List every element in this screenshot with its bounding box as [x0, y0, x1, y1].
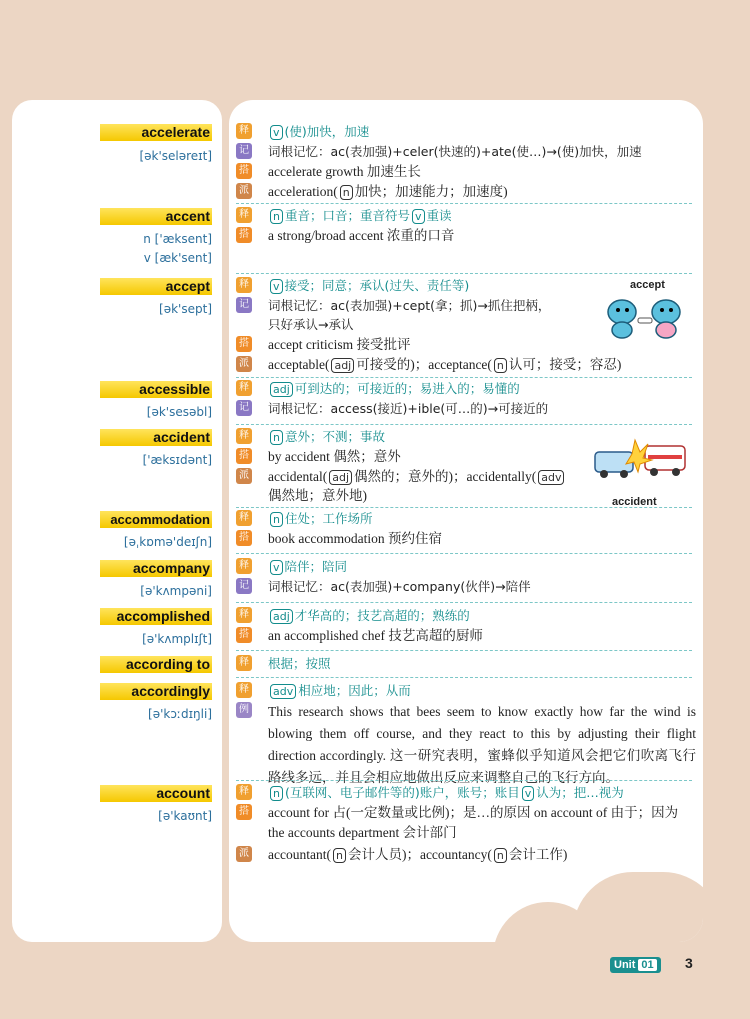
headword: accessible [100, 381, 212, 398]
divider [236, 553, 692, 554]
divider [236, 424, 692, 425]
tag-shi: 释 [236, 207, 252, 223]
illustration-label: accept [630, 279, 665, 291]
phonetic: [ək'sesəbl] [146, 405, 212, 419]
pos-badge: v [270, 560, 283, 575]
definition: (使)加快，加速 [284, 124, 370, 139]
tag-shi: 释 [236, 123, 252, 139]
page-number: 3 [685, 955, 693, 971]
tag-da: 搭 [236, 448, 252, 464]
pos-badge: n [270, 512, 283, 527]
derivative: accidental( [268, 469, 328, 484]
pos-badge: adj [329, 470, 352, 485]
memory-tip: 词根记忆：access(接近)+ible(可…的)→可接近的 [268, 401, 549, 416]
unit-number: 01 [638, 959, 656, 971]
collocation: accept criticism 接受批评 [268, 337, 411, 352]
phonetic: [əˌkɒmə'deɪʃn] [123, 535, 212, 549]
pos-badge: v [270, 125, 283, 140]
definition: 相应地；因此；从而 [298, 683, 411, 698]
tag-shi: 释 [236, 510, 252, 526]
tag-da: 搭 [236, 163, 252, 179]
divider [236, 273, 692, 274]
pos-badge: adj [331, 358, 354, 373]
tag-pai: 派 [236, 183, 252, 199]
tag-da: 搭 [236, 627, 252, 643]
definition: 重读 [426, 208, 452, 223]
headword: accelerate [100, 124, 212, 141]
tag-pai: 派 [236, 468, 252, 484]
pos-badge: n [333, 848, 346, 863]
headword: according to [100, 656, 212, 673]
tag-li: 例 [236, 702, 252, 718]
divider [236, 677, 692, 678]
definition: 可到达的；可接近的；易进入的；易懂的 [294, 381, 520, 396]
tag-ji: 记 [236, 578, 252, 594]
pos-badge: n [494, 358, 507, 373]
tag-ji: 记 [236, 297, 252, 313]
pos-badge: adj [270, 382, 293, 397]
pos-badge: v [270, 279, 283, 294]
tag-shi: 释 [236, 784, 252, 800]
collocation: account for 占(一定数量或比例)；是…的原因 on account of 由于；因为 the accounts department 会计部门 [268, 805, 679, 840]
divider [236, 650, 692, 651]
divider [236, 507, 692, 508]
definition: (互联网、电子邮件等的)账户，账号；账目 [284, 785, 520, 800]
memory-tip: 词根记忆：ac(表加强)+celer(快速的)+ate(使…)→(使)加快，加速 [268, 144, 642, 159]
derivative-meaning: 会计工作) [508, 847, 568, 862]
derivative-meaning: 可接受的)；acceptance( [356, 357, 492, 372]
divider [236, 377, 692, 378]
memory-tip: 词根记忆：ac(表加强)+company(伙伴)→陪伴 [268, 579, 531, 594]
dogs-handshake-illustration [600, 290, 690, 340]
headword: accident [100, 429, 212, 446]
illustration-label: accident [612, 496, 657, 508]
definition: 才华高的；技艺高超的；熟练的 [294, 608, 470, 623]
unit-badge [610, 957, 661, 973]
phonetic: ['æksɪdənt] [142, 453, 212, 467]
headword: accent [100, 208, 212, 225]
derivative: acceleration( [268, 184, 338, 199]
tag-ji: 记 [236, 143, 252, 159]
derivative: acceptable( [268, 357, 330, 372]
memory-tip: 词根记忆：ac(表加强)+cept(拿；抓)→抓住把柄， [268, 298, 551, 313]
collocation: a strong/broad accent 浓重的口音 [268, 228, 455, 243]
divider [236, 602, 692, 603]
tag-shi: 释 [236, 607, 252, 623]
definition: 陪伴；陪同 [284, 559, 348, 574]
tag-shi: 释 [236, 380, 252, 396]
pos-badge: n [340, 185, 353, 200]
definition: 认为；把…视为 [536, 785, 624, 800]
tag-da: 搭 [236, 530, 252, 546]
derivative-meaning: 会计人员)；accountancy( [347, 847, 492, 862]
tag-ji: 记 [236, 400, 252, 416]
definition: 根据；按照 [268, 656, 331, 671]
phonetic: [ə'kaʊnt] [158, 809, 212, 823]
phonetic: [ək'sept] [159, 302, 212, 316]
definition: 意外；不测；事故 [284, 429, 385, 444]
derivative-meaning: 认可；接受；容忍) [508, 357, 622, 372]
derivative-meaning: 加快；加速能力；加速度) [354, 184, 508, 199]
headword: accomplished [100, 608, 212, 625]
derivative: accountant( [268, 847, 331, 862]
headword: account [100, 785, 212, 802]
pos-badge: n [270, 786, 283, 801]
pos-badge: v [412, 209, 425, 224]
pos-badge: n [270, 209, 283, 224]
pos-badge: n [270, 430, 283, 445]
tag-shi: 释 [236, 558, 252, 574]
collocation: an accomplished chef 技艺高超的厨师 [268, 628, 483, 643]
derivative-meaning: 偶然的；意外的)；accidentally( [354, 469, 537, 484]
example-sentence: This research shows that bees seem to know exactly how far the wind is blowing them off course, and they react to this by adjusting their flight direction accordingly. 这一研究表明，蜜蜂似乎知道风会把它们吹离飞行路线多远，并且会相应地做出反应来调整自己的飞行方向。 [268, 704, 696, 785]
derivative-meaning: 偶然地；意外地) [268, 488, 367, 503]
definition: 接受；同意；承认(过失、责任等) [284, 278, 470, 293]
tag-shi: 释 [236, 428, 252, 444]
phonetic: [ə'kʌmpəni] [140, 584, 212, 598]
collocation: accelerate growth 加速生长 [268, 164, 421, 179]
headword: accompany [100, 560, 212, 577]
divider [236, 203, 692, 204]
tag-shi: 释 [236, 682, 252, 698]
headword: accept [100, 278, 212, 295]
phonetic: n ['æksent] [143, 232, 212, 246]
tag-shi: 释 [236, 655, 252, 671]
definition: 重音；口音；重音符号 [284, 208, 410, 223]
phonetic: [ək'seləreɪt] [139, 149, 212, 163]
car-crash-illustration [590, 430, 690, 492]
pos-badge: adj [270, 609, 293, 624]
phonetic: v [æk'sent] [143, 251, 212, 265]
tag-da: 搭 [236, 804, 252, 820]
phonetic: [ə'kɔːdɪŋli] [148, 707, 212, 721]
memory-tip: 只好承认→承认 [268, 317, 354, 332]
divider [236, 780, 692, 781]
tag-shi: 释 [236, 277, 252, 293]
pos-badge: n [494, 848, 507, 863]
tag-pai: 派 [236, 846, 252, 862]
collocation: book accommodation 预约住宿 [268, 531, 442, 546]
pos-badge: adv [270, 684, 296, 699]
tag-pai: 派 [236, 356, 252, 372]
headword: accommodation [100, 511, 212, 528]
collocation: by accident 偶然；意外 [268, 449, 401, 464]
headword: accordingly [100, 683, 212, 700]
definition: 住处；工作场所 [284, 511, 373, 526]
phonetic: [ə'kʌmplɪʃt] [142, 632, 212, 646]
tag-da: 搭 [236, 336, 252, 352]
unit-label: Unit [614, 959, 636, 971]
tag-da: 搭 [236, 227, 252, 243]
pos-badge: v [522, 786, 535, 801]
pos-badge: adv [538, 470, 564, 485]
